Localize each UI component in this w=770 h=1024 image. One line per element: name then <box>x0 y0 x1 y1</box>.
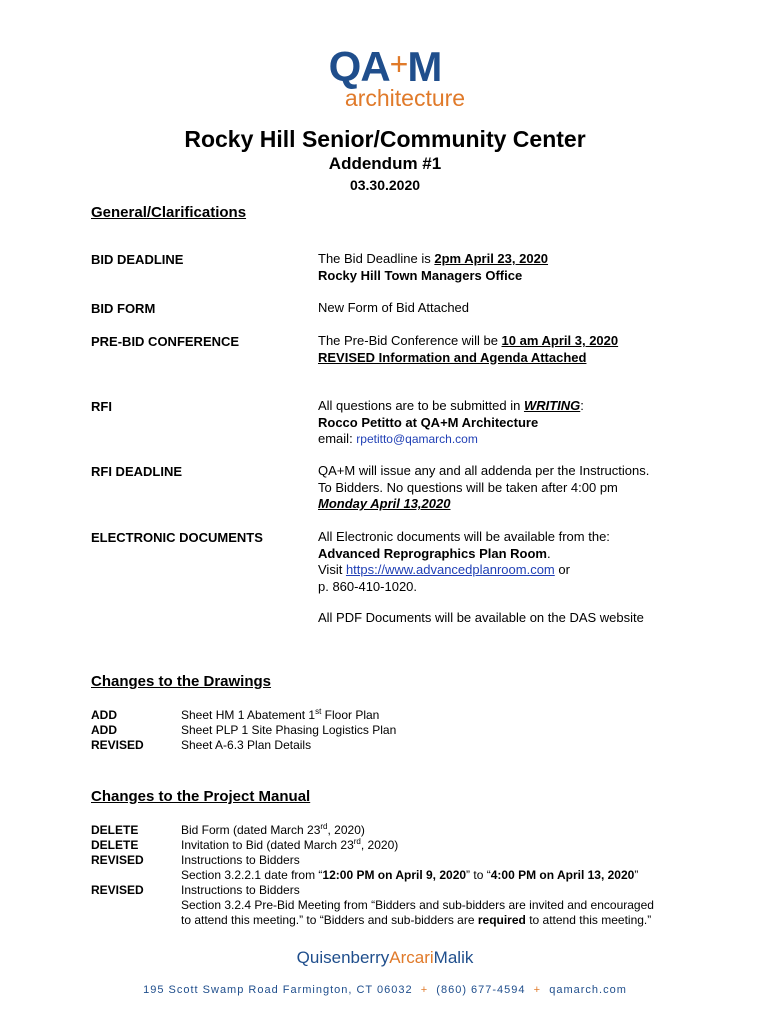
bid-form-text: New Form of Bid Attached <box>318 300 470 315</box>
drawing-action: ADD <box>91 708 117 722</box>
electronic-docs-label: ELECTRONIC DOCUMENTS <box>91 530 263 545</box>
manual-item: Bid Form (dated March 23rd, 2020) <box>181 822 365 837</box>
footer-firm-name: QuisenberryArcariMalik <box>296 948 474 967</box>
rfi-email-link[interactable]: rpetitto@qamarch.com <box>356 432 478 446</box>
manual-action: DELETE <box>91 823 139 837</box>
drawing-action: REVISED <box>91 738 144 752</box>
bid-form-label: BID FORM <box>91 301 156 316</box>
addendum-number: Addendum #1 <box>328 154 442 173</box>
footer-address: 195 Scott Swamp Road Farmington, CT 06032 + (860) 677-4594 + qamarch.com <box>143 984 627 996</box>
manual-action: DELETE <box>91 838 139 852</box>
rfi-text: All questions are to be submitted in WRITING: Rocco Petitto at QA+M Architecture email: rpetitto@qamarch.com <box>318 398 584 446</box>
footer-website[interactable]: qamarch.com <box>549 984 627 996</box>
rfi-deadline-text: QA+M will issue any and all addenda per the Instructions. To Bidders. No questions will be taken after 4:00 pm Monday April 13,2020 <box>318 463 650 511</box>
drawing-action: ADD <box>91 723 117 737</box>
prebid-text: The Pre-Bid Conference will be 10 am April 3, 2020 REVISED Information and Agenda Attached <box>318 333 619 365</box>
planroom-link[interactable]: https://www.advancedplanroom.com <box>345 562 555 577</box>
manual-item: Invitation to Bid (dated March 23rd, 2020) <box>181 837 399 852</box>
document-date: 03.30.2020 <box>349 177 421 193</box>
manual-item: Instructions to Bidders Section 3.2.4 Pre-Bid Meeting from “Bidders and sub-bidders are invited and encouraged to attend this meeting.” to “Bidders and sub-bidders are required to attend this meeting.” <box>181 883 654 927</box>
manual-item: Instructions to Bidders Section 3.2.2.1 date from “12:00 PM on April 9, 2020” to “4:00 PM on April 13, 2020” <box>181 853 639 882</box>
drawing-item: Sheet A-6.3 Plan Details <box>181 738 312 752</box>
general-heading: General/Clarifications <box>91 204 247 221</box>
rfi-label: RFI <box>91 399 112 414</box>
electronic-docs-text: All Electronic documents will be available from the: Advanced Reprographics Plan Room. Visit https://www.advancedplanroom.com or p. 860-410-1020. <box>318 529 610 594</box>
logo-subtitle: architecture <box>344 85 466 111</box>
project-manual-heading: Changes to the Project Manual <box>91 788 311 805</box>
drawing-item: Sheet HM 1 Abatement 1st Floor Plan <box>181 707 380 722</box>
drawing-item: Sheet PLP 1 Site Phasing Logistics Plan <box>181 723 397 737</box>
manual-action: REVISED <box>91 853 144 867</box>
company-logo <box>0 44 770 109</box>
drawings-heading: Changes to the Drawings <box>91 673 272 690</box>
bid-deadline-text: The Bid Deadline is 2pm April 23, 2020 Rocky Hill Town Managers Office <box>318 251 549 283</box>
bid-deadline-label: BID DEADLINE <box>91 252 184 267</box>
pdf-docs-text: All PDF Documents will be available on the DAS website <box>318 610 644 625</box>
logo-wordmark: QA+M <box>328 43 442 90</box>
rfi-deadline-label: RFI DEADLINE <box>91 464 182 479</box>
prebid-label: PRE-BID CONFERENCE <box>91 334 240 349</box>
manual-action: REVISED <box>91 883 144 897</box>
document-title: Rocky Hill Senior/Community Center <box>184 126 586 152</box>
